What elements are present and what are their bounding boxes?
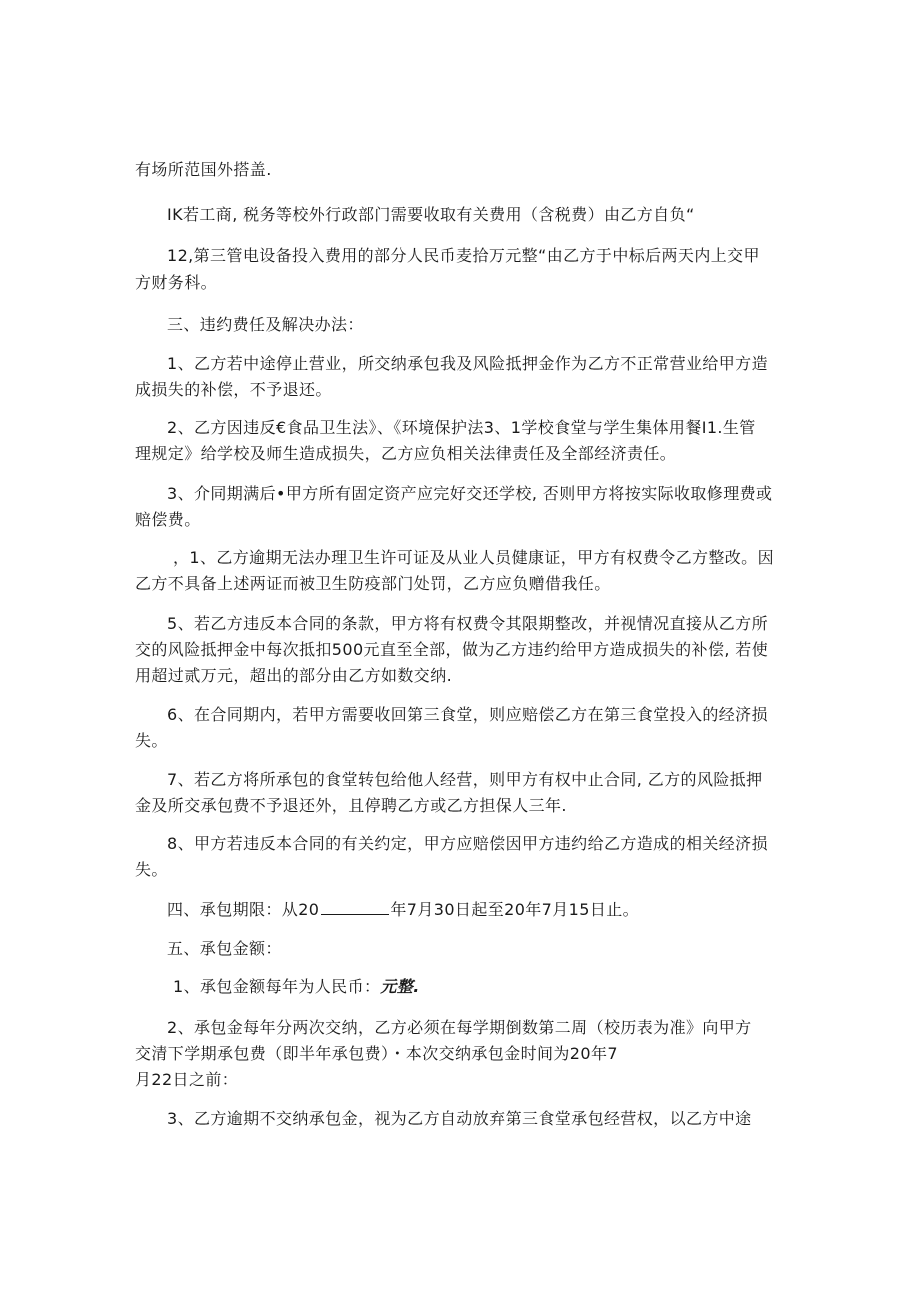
breach-5-line-1: 5、若乙方违反本合同的条款，甲方将有权费令其限期整改，并视情况直接从乙方所 [167, 614, 768, 633]
breach-2-line-2: 理规定》给学校及师生造成损失，乙方应负相关法律责任及全部经济责任。 [135, 444, 677, 463]
clause-12-line-2: 方财务科。 [135, 273, 218, 292]
amount-3-line-1: 3、乙方逾期不交纳承包金，视为乙方自动放弃第三食堂承包经营权，以乙方中途 [167, 1109, 752, 1128]
breach-3-line-1: 3、介同期满后•甲方所有固定资产应完好交还学校, 否则甲方将按实际收取修理费或 [167, 484, 773, 503]
breach-4-line-2: 乙方不具备上述两证而被卫生防疫部门处罚，乙方应负赠借我任。 [135, 574, 611, 593]
section-heading-3: 三、违约费任及解决办法： [167, 315, 364, 334]
section-heading-4 [167, 899, 639, 920]
section-heading-5: 五、承包金额： [167, 939, 282, 958]
breach-6-line-1: 6、在合同期内，若甲方需要收回第三食堂，则应赔偿乙方在第三食堂投入的经济损 [167, 705, 768, 724]
breach-5-line-2: 交的风险抵押金中每次抵扣500元直至全部，做为乙方违约给甲方造成损失的补偿, 若使 [135, 640, 769, 659]
paragraph-fragment: 有场所范国外搭盖. [135, 160, 272, 179]
breach-5-line-3: 用超过贰万元，超出的部分由乙方如数交纳. [135, 666, 453, 685]
breach-1-line-2: 成损失的补偿，不予退还。 [135, 380, 332, 399]
term-prefix: 四、承包期限：从20 [167, 900, 320, 919]
amount-prefix: 1、承包金额每年为人民币： [173, 977, 381, 996]
breach-2-line-1: 2、乙方因违反€食品卫生法》、《环境保护法3、1学校食堂与学生集体用餐I1.生管 [167, 418, 756, 437]
amount-emphasis: 元整. [380, 977, 420, 996]
breach-4-line-1: ，1、乙方逾期无法办理卫生许可证及从业人员健康证，甲方有权费令乙方整改。因 [173, 548, 774, 567]
breach-8-line-1: 8、甲方若违反本合同的有关约定，甲方应赔偿因甲方违约给乙方造成的相关经济损 [167, 834, 768, 853]
year-blank [321, 899, 389, 915]
amount-1 [173, 977, 420, 997]
breach-8-line-2: 失。 [135, 860, 168, 879]
amount-2-line-1: 2、承包金每年分两次交纳，乙方必须在每学期倒数第二周（校历表为准》向甲方 [167, 1018, 752, 1037]
amount-2-line-3: 月22日之前： [135, 1070, 239, 1089]
term-suffix: 年7月30日起至20年7月15日止。 [390, 900, 640, 919]
breach-3-line-2: 赔偿费。 [135, 510, 201, 529]
breach-7-line-1: 7、若乙方将所承包的食堂转包给他人经营，则甲方有权中止合同, 乙方的风险抵押 [167, 770, 763, 789]
amount-2-line-2: 交清下学期承包费（即半年承包费）・本次交纳承包金时间为20年7 [135, 1044, 618, 1063]
breach-1-line-1: 1、乙方若中途停止营业，所交纳承包我及风险抵押金作为乙方不正常营业给甲方造 [167, 354, 768, 373]
clause-12-line-1: 12,第三管电设备投入费用的部分人民币麦拾万元整“由乙方于中标后两天内上交甲 [167, 246, 760, 265]
breach-6-line-2: 失。 [135, 731, 168, 750]
breach-7-line-2: 金及所交承包费不予退还外，且停聘乙方或乙方担保人三年. [135, 796, 567, 815]
clause-11: IK若工商, 税务等校外行政部门需要收取有关费用（含税费）由乙方自负“ [167, 205, 695, 224]
